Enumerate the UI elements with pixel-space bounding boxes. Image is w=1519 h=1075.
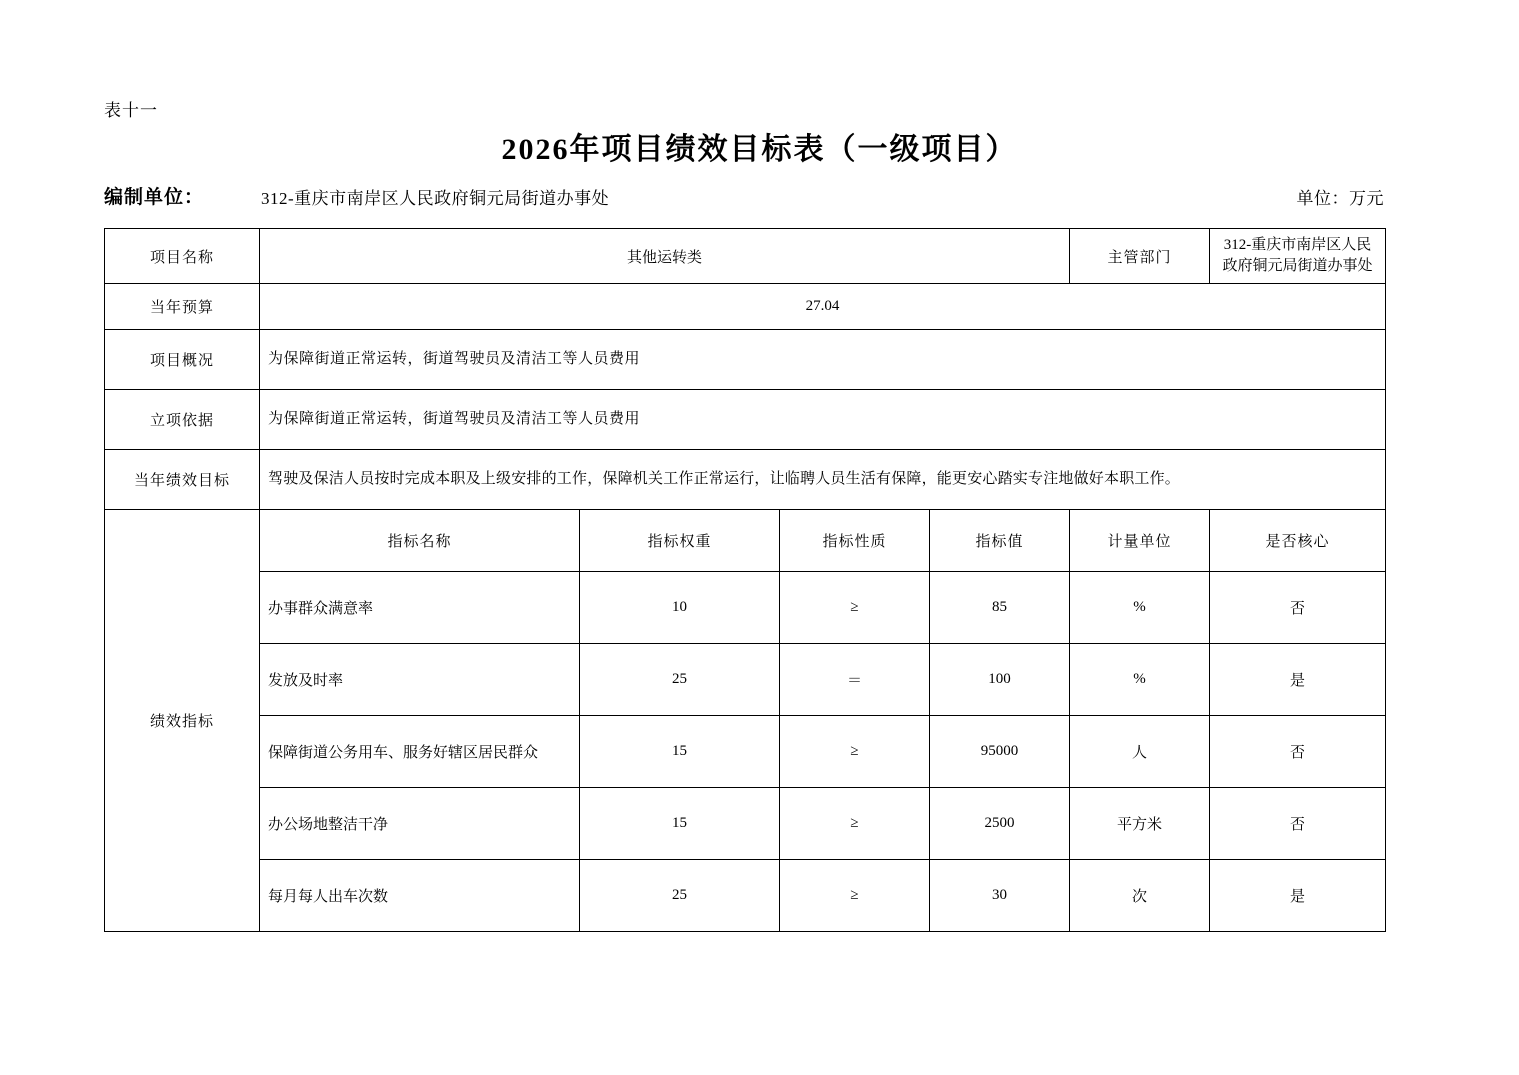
indicator-core: 否 xyxy=(1210,572,1386,644)
table-row xyxy=(105,450,1386,510)
indicator-core: 是 xyxy=(1210,860,1386,932)
goal-label: 当年绩效目标 xyxy=(105,450,260,510)
indicator-nature: ≥ xyxy=(780,860,930,932)
indicator-unit: 平方米 xyxy=(1070,788,1210,860)
indicator-unit: % xyxy=(1070,644,1210,716)
indicator-weight: 15 xyxy=(580,788,780,860)
budget-label: 当年预算 xyxy=(105,284,260,330)
dept-value: 312-重庆市南岸区人民政府铜元局街道办事处 xyxy=(1210,229,1386,284)
overview-value: 为保障街道正常运转，街道驾驶员及清洁工等人员费用 xyxy=(260,330,1386,390)
column-header-value: 指标值 xyxy=(930,510,1070,572)
table-row xyxy=(105,229,1386,284)
unit-note: 单位：万元 xyxy=(1296,189,1384,208)
column-header-nature: 指标性质 xyxy=(780,510,930,572)
overview-label: 项目概况 xyxy=(105,330,260,390)
indicator-core: 否 xyxy=(1210,716,1386,788)
indicator-value: 30 xyxy=(930,860,1070,932)
column-header-indicator-name: 指标名称 xyxy=(260,510,580,572)
table-row xyxy=(105,860,1386,932)
indicator-nature: ≥ xyxy=(780,716,930,788)
indicator-weight: 25 xyxy=(580,644,780,716)
indicator-value: 85 xyxy=(930,572,1070,644)
indicator-nature: ≥ xyxy=(780,572,930,644)
table-row xyxy=(105,644,1386,716)
table-row xyxy=(105,716,1386,788)
table-row xyxy=(105,330,1386,390)
indicator-nature: ＝ xyxy=(780,644,930,716)
indicator-nature: ≥ xyxy=(780,788,930,860)
indicator-name: 办公场地整洁干净 xyxy=(260,788,580,860)
column-header-core: 是否核心 xyxy=(1210,510,1386,572)
table-row xyxy=(105,284,1386,330)
table-row xyxy=(105,390,1386,450)
page-title: 2026年项目绩效目标表（一级项目） xyxy=(501,133,1018,166)
compiler-value: 312-重庆市南岸区人民政府铜元局街道办事处 xyxy=(261,189,610,208)
indicator-value: 2500 xyxy=(930,788,1070,860)
indicator-value: 100 xyxy=(930,644,1070,716)
performance-target-table xyxy=(104,228,1386,932)
table-label: 表十一 xyxy=(104,101,158,120)
indicator-unit: 人 xyxy=(1070,716,1210,788)
basis-value: 为保障街道正常运转，街道驾驶员及清洁工等人员费用 xyxy=(260,390,1386,450)
project-name-label: 项目名称 xyxy=(105,229,260,284)
table-row xyxy=(105,788,1386,860)
project-name-value: 其他运转类 xyxy=(260,229,1070,284)
indicator-core: 否 xyxy=(1210,788,1386,860)
indicator-unit: % xyxy=(1070,572,1210,644)
indicator-weight: 15 xyxy=(580,716,780,788)
performance-indicators-label: 绩效指标 xyxy=(105,510,260,932)
basis-label: 立项依据 xyxy=(105,390,260,450)
dept-label: 主管部门 xyxy=(1070,229,1210,284)
table-row xyxy=(105,572,1386,644)
indicator-header-row xyxy=(105,510,1386,572)
indicator-core: 是 xyxy=(1210,644,1386,716)
meta-row xyxy=(104,182,1384,208)
indicator-unit: 次 xyxy=(1070,860,1210,932)
indicator-value: 95000 xyxy=(930,716,1070,788)
indicator-name: 办事群众满意率 xyxy=(260,572,580,644)
indicator-name: 发放及时率 xyxy=(260,644,580,716)
column-header-unit: 计量单位 xyxy=(1070,510,1210,572)
compiler-label: 编制单位： xyxy=(104,187,205,208)
indicator-name: 每月每人出车次数 xyxy=(260,860,580,932)
budget-value: 27.04 xyxy=(260,284,1386,330)
column-header-weight: 指标权重 xyxy=(580,510,780,572)
indicator-weight: 10 xyxy=(580,572,780,644)
indicator-weight: 25 xyxy=(580,860,780,932)
indicator-name: 保障街道公务用车、服务好辖区居民群众 xyxy=(260,716,580,788)
goal-value: 驾驶及保洁人员按时完成本职及上级安排的工作，保障机关工作正常运行，让临聘人员生活有保障，能更安心踏实专注地做好本职工作。 xyxy=(260,450,1386,510)
